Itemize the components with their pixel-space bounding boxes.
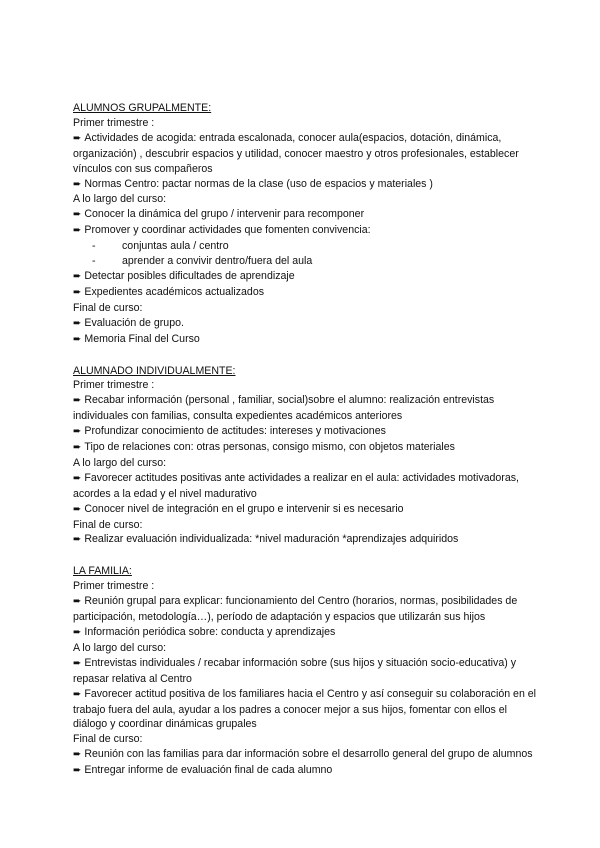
arrow-bullet-icon: ➨ — [73, 209, 82, 221]
period-label: Final de curso: — [73, 733, 143, 746]
bullet-item — [73, 747, 543, 763]
bullet-item — [73, 393, 543, 424]
document-page — [73, 101, 543, 795]
bullet-text: Realizar evaluación individualizada: *nivel maduración *aprendizajes adquiridos — [84, 533, 459, 546]
bullet-item — [73, 763, 543, 779]
bullet-item — [73, 594, 543, 625]
bullet-text: Promover y coordinar actividades que fomenten convivencia: — [84, 224, 371, 237]
bullet-text: Evaluación de grupo. — [84, 316, 184, 329]
bullet-item — [73, 285, 543, 301]
period-label: Primer trimestre : — [73, 116, 155, 129]
bullet-text: Favorecer actitud positiva de los familiares hacia el Centro y así conseguir su colaboración en el trabajo fuera del aula, ayudar a los padres a conocer mejor a sus hijos, fomentar con ellos el diálogo y coordinar dinámicas grupales — [73, 687, 537, 731]
bullet-text: Información periódica sobre: conducta y aprendizajes — [84, 626, 336, 638]
arrow-bullet-icon: ➨ — [73, 503, 82, 515]
bullet-text: Detectar posibles dificultades de aprendizaje — [84, 269, 295, 282]
arrow-bullet-icon: ➨ — [73, 426, 82, 438]
bullet-text: Reunión grupal para explicar: funcionamiento del Centro (horarios, normas, posibilidades de participación, metodología…), período de adaptación y espacios que utilizarán sus hijos — [73, 595, 518, 624]
arrow-bullet-icon: ➨ — [73, 534, 82, 546]
arrow-bullet-icon: ➨ — [73, 225, 82, 237]
bullet-text: Recabar información (personal , familiar, social)sobre el alumno: realización entrevistas individuales con familias, consulta expedientes académicos anteriores — [73, 394, 495, 423]
section-heading: ALUMNOS GRUPALMENTE: — [73, 102, 212, 114]
bullet-item — [73, 269, 543, 285]
period-label: A lo largo del curso: — [73, 193, 167, 206]
arrow-bullet-icon: ➨ — [73, 596, 82, 608]
bullet-item — [73, 440, 543, 456]
bullet-text: Expedientes académicos actualizados — [84, 285, 265, 298]
dash-bullet-icon: - — [92, 255, 96, 268]
arrow-bullet-icon: ➨ — [73, 627, 82, 638]
arrow-bullet-icon: ➨ — [73, 132, 82, 144]
period-label: Primer trimestre : — [73, 379, 155, 392]
bullet-text: Conocer la dinámica del grupo / intervenir para recomponer — [84, 208, 365, 221]
arrow-bullet-icon: ➨ — [73, 749, 82, 761]
sub-item-text: conjuntas aula / centro — [122, 240, 229, 253]
bullet-text: Favorecer actitudes positivas ante actividades a realizar en el aula: actividades motivadoras, acordes a la edad y el nivel madurativo — [73, 471, 519, 500]
arrow-bullet-icon: ➨ — [73, 333, 82, 345]
arrow-bullet-icon: ➨ — [73, 442, 82, 454]
sub-item — [73, 254, 543, 269]
arrow-bullet-icon: ➨ — [73, 286, 82, 298]
period-label: Primer trimestre : — [73, 580, 155, 593]
arrow-bullet-icon: ➨ — [73, 472, 82, 484]
bullet-item — [73, 625, 543, 641]
dash-bullet-icon: - — [92, 240, 96, 253]
bullet-text: Entregar informe de evaluación final de cada alumno — [84, 764, 333, 777]
bullet-item — [73, 177, 543, 193]
bullet-item — [73, 207, 543, 223]
bullet-item — [73, 424, 543, 440]
period-label: A lo largo del curso: — [73, 456, 167, 469]
period-label: Final de curso: — [73, 301, 143, 314]
bullet-text: Actividades de acogida: entrada escalonada, conocer aula(espacios, dotación, dinámica, organización) , descubrir espacios y utilidad, conocer maestro y otros profesionales, establecer vínculos con sus compañeros — [73, 131, 519, 175]
bullet-item — [73, 316, 543, 332]
bullet-item — [73, 471, 543, 502]
section — [73, 101, 543, 348]
bullet-text: Entrevistas individuales / recabar información sobre (sus hijos y situación socio-educativa) y repasar relativa al Centro — [73, 656, 516, 685]
bullet-text: Conocer nivel de integración en el grupo e intervenir si es necesario — [84, 502, 404, 515]
bullet-item — [73, 223, 543, 239]
bullet-item — [73, 332, 543, 348]
section-heading: LA FAMILIA: — [73, 565, 132, 578]
bullet-item — [73, 687, 543, 733]
bullet-item — [73, 532, 543, 548]
arrow-bullet-icon: ➨ — [73, 317, 82, 329]
arrow-bullet-icon: ➨ — [73, 395, 82, 407]
arrow-bullet-icon: ➨ — [73, 765, 82, 777]
section — [73, 564, 543, 779]
bullet-text: Tipo de relaciones con: otras personas, consigo mismo, con objetos materiales — [84, 441, 455, 454]
arrow-bullet-icon: ➨ — [73, 178, 82, 190]
bullet-text: Profundizar conocimiento de actitudes: intereses y motivaciones — [84, 425, 386, 438]
sub-item — [73, 239, 543, 254]
bullet-item — [73, 131, 543, 177]
bullet-text: Reunión con las familias para dar información sobre el desarrollo general del grupo de alumnos — [84, 748, 533, 761]
bullet-item — [73, 502, 543, 518]
bullet-item — [73, 656, 543, 687]
period-label: A lo largo del curso: — [73, 641, 167, 654]
arrow-bullet-icon: ➨ — [73, 688, 82, 700]
sub-item-text: aprender a convivir dentro/fuera del aula — [122, 255, 313, 268]
bullet-text: Memoria Final del Curso — [84, 332, 200, 345]
period-label: Final de curso: — [73, 518, 143, 531]
section — [73, 364, 543, 549]
arrow-bullet-icon: ➨ — [73, 270, 82, 282]
section-heading: ALUMNADO INDIVIDUALMENTE: — [73, 364, 236, 377]
bullet-text: Normas Centro: pactar normas de la clase (uso de espacios y materiales ) — [84, 177, 433, 190]
arrow-bullet-icon: ➨ — [73, 657, 82, 669]
